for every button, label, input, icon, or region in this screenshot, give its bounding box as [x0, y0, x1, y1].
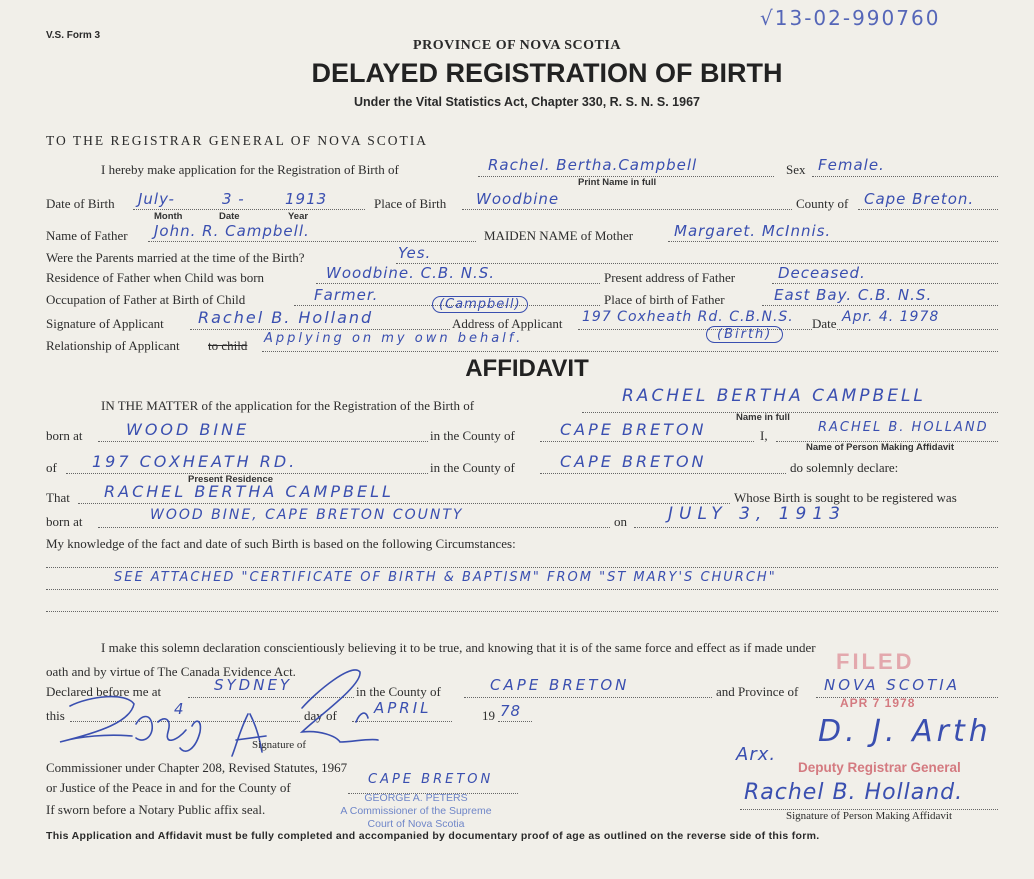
filed-stamp: FILED	[836, 649, 915, 674]
born-at-field: WOOD BINE	[126, 420, 250, 439]
declare-label: do solemnly declare:	[790, 460, 899, 475]
date-label: Date	[812, 316, 837, 331]
dob-month-field: July-	[138, 190, 175, 208]
relationship-struck: to child	[208, 338, 248, 353]
affidavit-child-name: RACHEL BERTHA CAMPBELL	[622, 386, 926, 406]
pob-label: Place of Birth	[374, 196, 447, 211]
this-label: this	[46, 708, 65, 723]
child-name-field: Rachel. Bertha.Campbell	[488, 156, 698, 174]
county-field-4: CAPE BRETON	[490, 676, 630, 694]
county-label-3: in the County of	[430, 460, 515, 475]
circumstances-field: SEE ATTACHED "CERTIFICATE OF BIRTH & BAPTISM" FROM "ST MARY'S CHURCH"	[114, 570, 777, 585]
date-caption: Date	[219, 211, 240, 222]
matter-text: IN THE MATTER of the application for the Registration of the Birth of	[101, 398, 475, 413]
name-full-caption: Name in full	[736, 412, 790, 423]
occupation-label: Occupation of Father at Birth of Child	[46, 292, 246, 307]
father-field: John. R. Campbell.	[154, 222, 310, 240]
married-field: Yes.	[398, 244, 432, 262]
sex-field: Female.	[818, 156, 885, 174]
province-label: and Province of	[716, 684, 799, 699]
address-label: Address of Applicant	[452, 316, 563, 331]
province-field: NOVA SCOTIA	[824, 676, 960, 694]
notary-line: If sworn before a Notary Public affix seal.	[46, 802, 266, 817]
county-field-3: CAPE BRETON	[560, 452, 707, 471]
commissioner-line: Commissioner under Chapter 208, Revised Statutes, 1967	[46, 760, 348, 775]
whose-birth-label: Whose Birth is sought to be registered was	[734, 490, 957, 505]
father-label: Name of Father	[46, 228, 128, 243]
page-subtitle: Under the Vital Statistics Act, Chapter 330, R. S. N. S. 1967	[354, 95, 700, 109]
residence-caption: Present Residence	[188, 474, 274, 485]
county-label: County of	[796, 196, 849, 211]
deponent-field: RACHEL B. HOLLAND	[818, 420, 989, 435]
province-heading: PROVINCE OF NOVA SCOTIA	[413, 38, 621, 53]
stamp-commissioner-court: Court of Nova Scotia	[367, 818, 465, 830]
stamp-commissioner-title: A Commissioner of the Supreme	[340, 805, 492, 817]
dob-year-field: 1913	[285, 190, 328, 208]
deputy-registrar-stamp: Deputy Registrar General	[798, 760, 961, 775]
year-prefix: 19	[482, 708, 495, 723]
county-field-2: CAPE BRETON	[560, 420, 707, 439]
knowledge-label: My knowledge of the fact and date of such Birth is based on the following Circumstances:	[46, 536, 516, 551]
relationship-note: (Birth)	[706, 326, 783, 343]
married-label: Were the Parents married at the time of the Birth?	[46, 250, 305, 265]
of-label: of	[46, 460, 57, 475]
year-field: 78	[500, 702, 522, 720]
deponent-signature-caption: Signature of Person Making Affidavit	[786, 810, 952, 822]
born-at-label: born at	[46, 428, 83, 443]
deponent-caption: Name of Person Making Affidavit	[806, 442, 954, 453]
pob-field: Woodbine	[476, 190, 560, 208]
father-pob-label: Place of birth of Father	[604, 292, 725, 307]
born-on-field: JULY 3, 1913	[668, 504, 846, 524]
page-title: DELAYED REGISTRATION OF BIRTH	[311, 58, 783, 88]
witness-signature: D. J. Arth	[818, 714, 992, 749]
day-of-label: day of	[304, 708, 337, 723]
file-reference: √13-02-990760	[760, 6, 941, 30]
justice-line: or Justice of the Peace in and for the County of	[46, 780, 291, 795]
present-address-label: Present address of Father	[604, 270, 736, 285]
month-field: APRIL	[374, 699, 432, 717]
county-field: Cape Breton.	[864, 190, 975, 208]
day-field: 4	[174, 700, 185, 718]
i-label: I,	[760, 428, 768, 443]
form-number: V.S. Form 3	[46, 30, 101, 41]
declaration-line-2: oath and by virtue of The Canada Evidence Act.	[46, 664, 296, 679]
deponent-signature: Rachel B. Holland.	[744, 780, 964, 805]
address-field: 197 Coxheath Rd. C.B.N.S.	[582, 309, 794, 325]
that-name-field: RACHEL BERTHA CAMPBELL	[104, 482, 394, 501]
declaration-line-1: I make this solemn declaration conscientiously believing it to be true, and knowing that it is of the same force and effect as if made under	[101, 640, 816, 655]
sex-label: Sex	[786, 162, 806, 177]
addressee: TO THE REGISTRAR GENERAL OF NOVA SCOTIA	[46, 133, 429, 148]
born-at-label-2: born at	[46, 514, 83, 529]
print-name-caption: Print Name in full	[578, 177, 657, 188]
footer-note: This Application and Affidavit must be fully completed and accompanied by documentary proof of age as outlined on the reverse side of this form.	[46, 830, 820, 842]
on-label: on	[614, 514, 627, 529]
county-label-2: in the County of	[430, 428, 515, 443]
dob-label: Date of Birth	[46, 196, 115, 211]
relationship-label: Relationship of Applicant	[46, 338, 180, 353]
justice-county-field: CAPE BRETON	[368, 772, 494, 787]
relationship-field: Applying on my own behalf.	[264, 331, 524, 346]
dob-day-field: 3 -	[222, 190, 245, 208]
residence-father-field: Woodbine. C.B. N.S.	[326, 264, 496, 282]
that-label: That	[46, 490, 70, 505]
witness-initials: Arx.	[736, 744, 777, 765]
residence-field: 197 COXHEATH RD.	[92, 452, 298, 471]
declared-label: Declared before me at	[46, 684, 162, 699]
born-at-field-2: WOOD BINE, CAPE BRETON COUNTY	[150, 507, 464, 523]
county-label-4: in the County of	[356, 684, 441, 699]
applicant-signature: Rachel B. Holland	[198, 308, 374, 327]
filed-date-stamp: APR 7 1978	[840, 696, 916, 710]
mother-field: Margaret. McInnis.	[674, 222, 832, 240]
stamp-commissioner-name: GEORGE A. PETERS	[364, 792, 468, 804]
signature-note: (Campbell)	[432, 296, 528, 313]
mother-label: MAIDEN NAME of Mother	[484, 228, 634, 243]
signature-of-caption: Signature of	[252, 739, 307, 751]
father-pob-field: East Bay. C.B. N.S.	[774, 286, 933, 304]
application-intro: I hereby make application for the Registration of Birth of	[101, 162, 399, 177]
declared-at-field: SYDNEY	[214, 676, 293, 694]
year-caption: Year	[288, 211, 309, 222]
residence-father-label: Residence of Father when Child was born	[46, 270, 265, 285]
commissioner-stamp	[318, 792, 514, 831]
affidavit-heading: AFFIDAVIT	[465, 355, 589, 382]
month-caption: Month	[154, 211, 183, 222]
present-address-field: Deceased.	[778, 264, 866, 282]
signature-label: Signature of Applicant	[46, 316, 164, 331]
date-field: Apr. 4. 1978	[842, 309, 940, 325]
commissioner-signature	[40, 652, 390, 764]
occupation-field: Farmer.	[314, 286, 379, 304]
